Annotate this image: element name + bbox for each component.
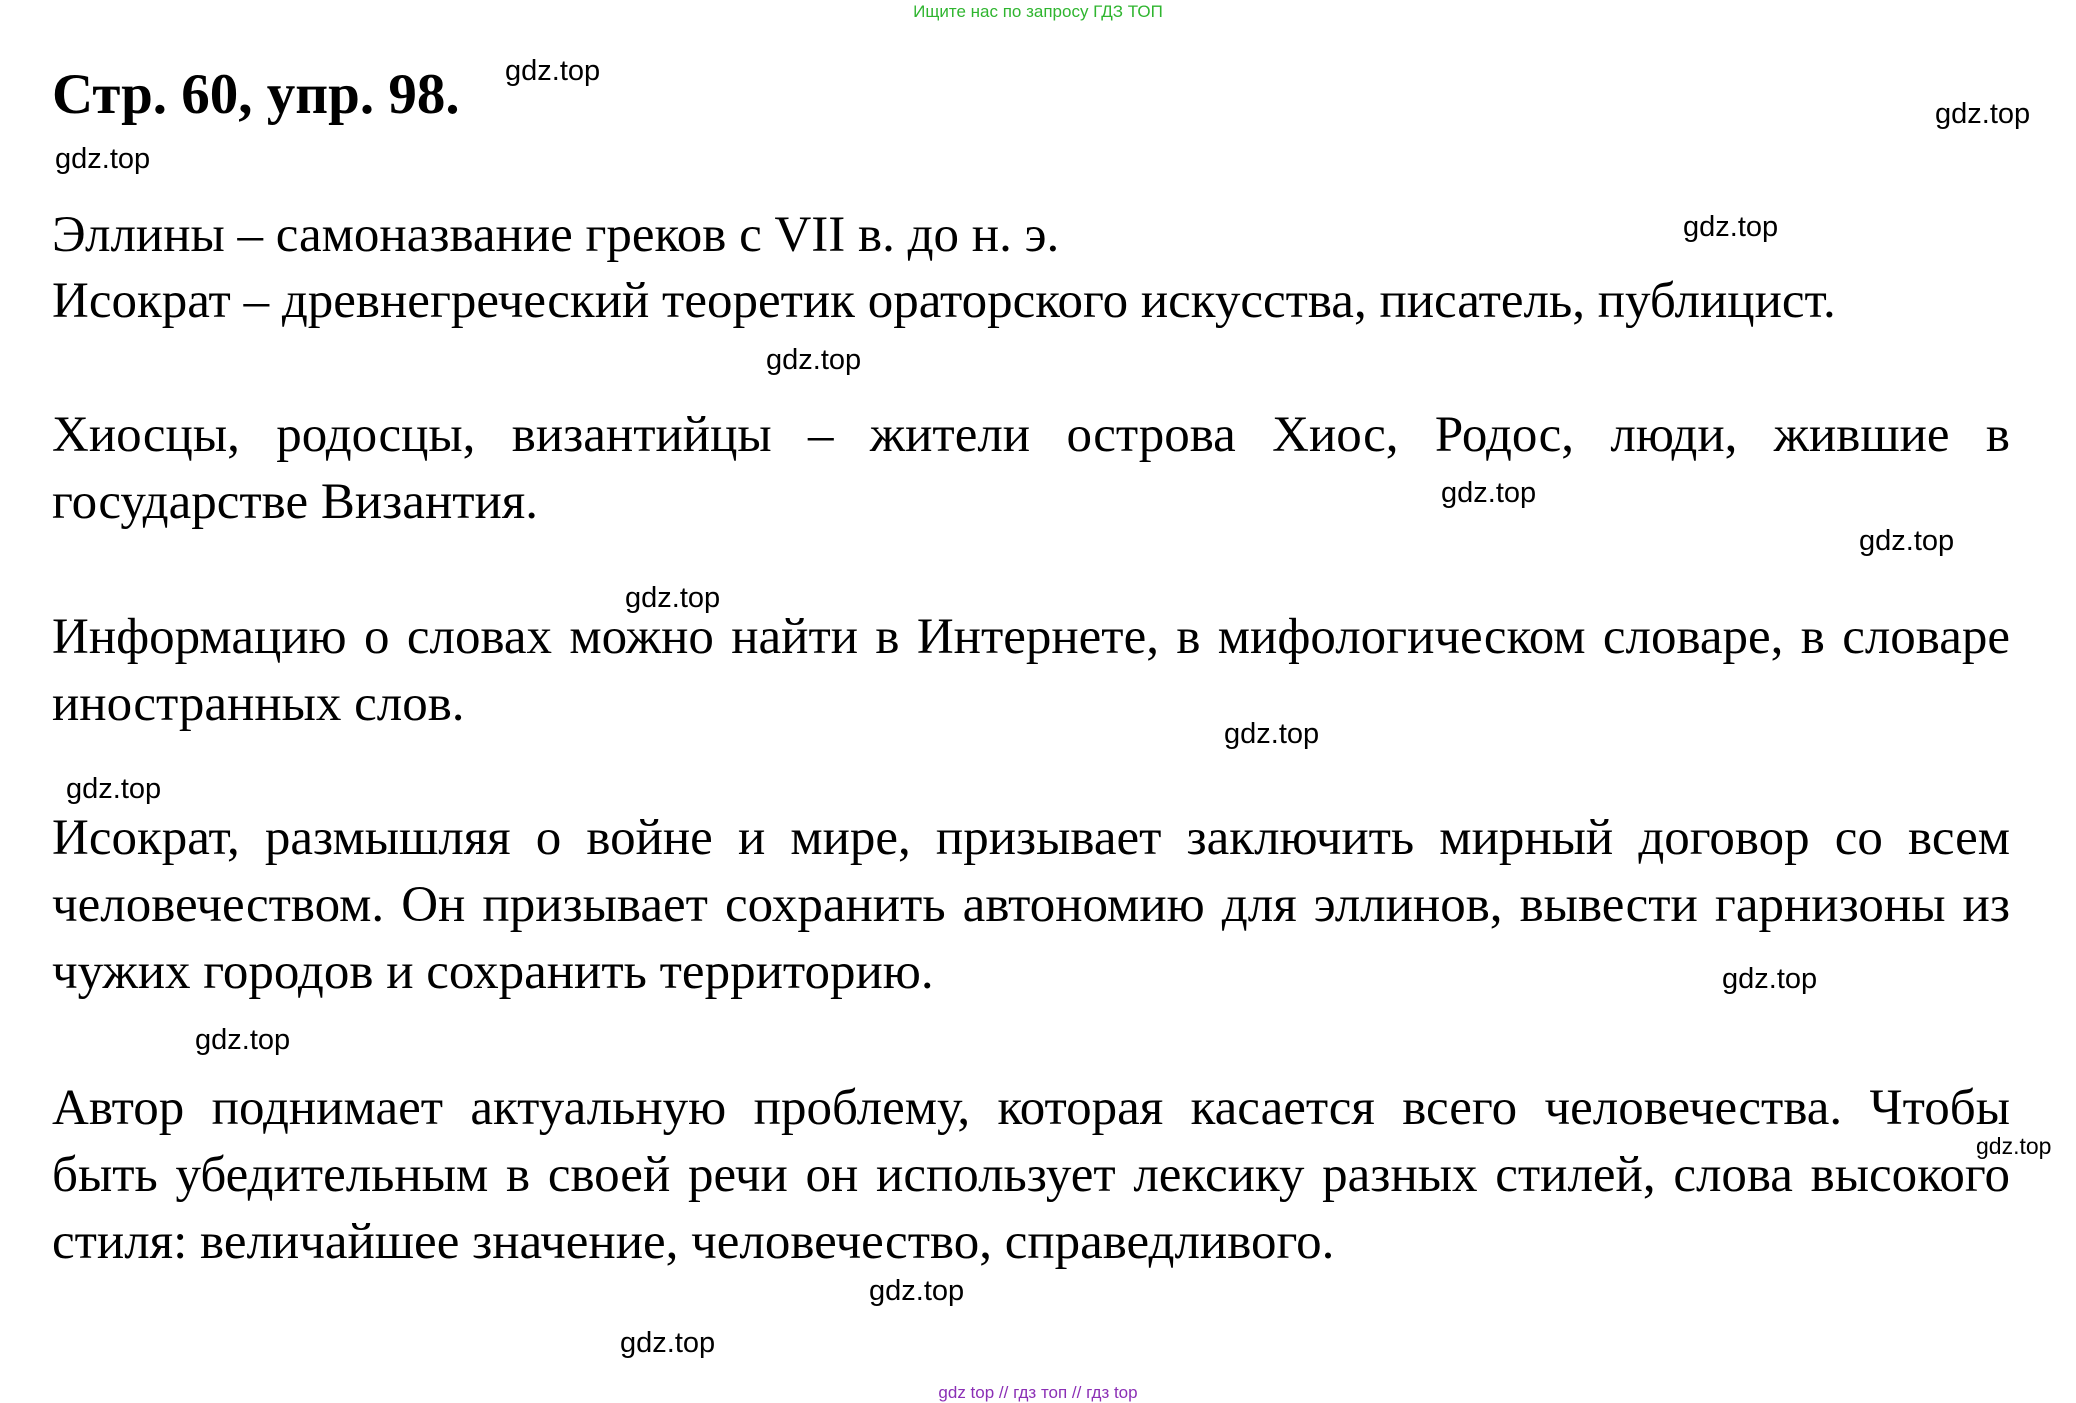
watermark: gdz.top [1935, 98, 2031, 130]
watermark: gdz.top [505, 55, 601, 87]
watermark: gdz.top [1859, 525, 1955, 557]
paragraph-information: Информацию о словах можно найти в Интернете, в мифологическом словаре, в словаре иностранных слов. [52, 609, 2010, 732]
top-banner: Ищите нас по запросу ГДЗ ТОП [913, 2, 1163, 21]
watermark: gdz.top [195, 1024, 291, 1056]
paragraph-war-and-peace: Исократ, размышляя о войне и мире, призывает заключить мирный договор со всем человечеством. Он призывает сохранить автономию для эллинов, вывести гарнизоны из чужих городов и сохранить территорию. [52, 810, 2010, 1000]
paragraph-author-problem: Автор поднимает актуальную проблему, которая касается всего человечества. Чтобы быть убедительным в своей речи он использует лексику разных стилей, слова высокого стиля: величайшее значение, человечество, справедливого. [52, 1080, 2010, 1270]
page-title: Стр. 60, упр. 98. [52, 63, 460, 126]
watermark: gdz.top [869, 1275, 965, 1307]
watermark: gdz.top [55, 143, 151, 175]
paragraph-chians: Хиосцы, родосцы, византийцы – жители острова Хиос, Родос, люди, жившие в государстве Византия. [52, 407, 2010, 530]
watermark: gdz.top [1722, 963, 1818, 995]
watermark: gdz.top [1441, 477, 1537, 509]
watermark: gdz.top [1976, 1133, 2052, 1159]
watermark: gdz.top [66, 773, 162, 805]
footer-links: gdz top // гдз топ // гдз top [938, 1383, 1138, 1402]
watermark: gdz.top [1683, 211, 1779, 243]
paragraph-hellenes: Эллины – самоназвание греков с VII в. до н. э. [52, 207, 1060, 263]
watermark: gdz.top [620, 1327, 716, 1359]
watermark: gdz.top [1224, 718, 1320, 750]
watermark: gdz.top [766, 344, 862, 376]
watermark: gdz.top [625, 582, 721, 614]
paragraph-isocrates: Исократ – древнегреческий теоретик ораторского искусства, писатель, публицист. [52, 273, 1836, 329]
